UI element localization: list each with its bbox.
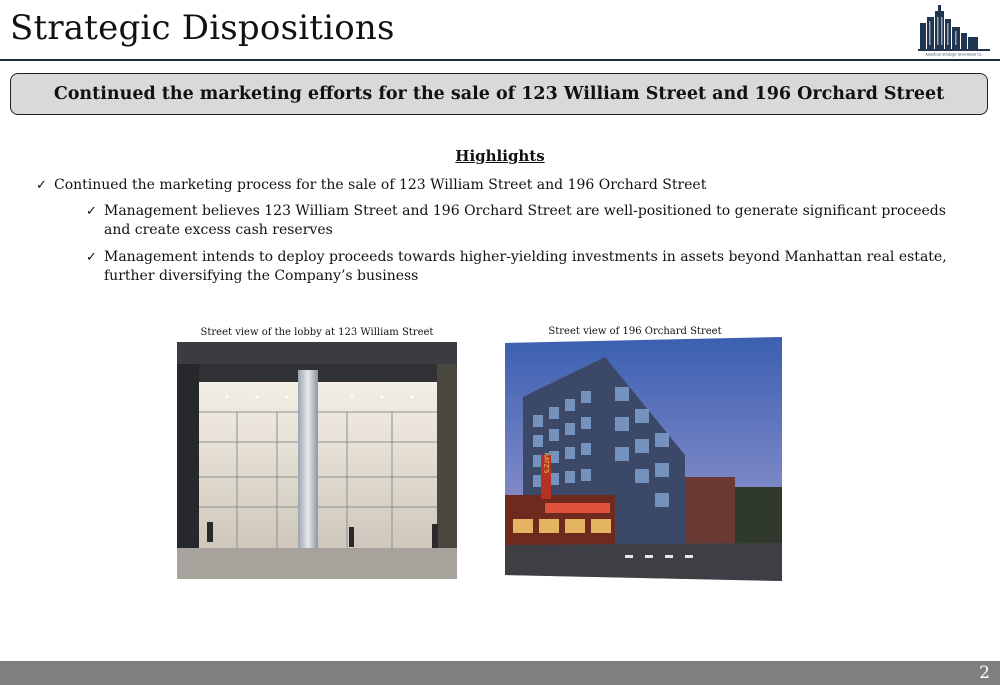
checkmark-icon: ✓ xyxy=(86,204,97,219)
footer-bar xyxy=(0,661,1000,685)
photo-caption-orchard: Street view of 196 Orchard Street xyxy=(548,326,722,337)
highlight-subitem-text: Management intends to deploy proceeds towards higher-yielding investments in assets beyond Manhattan real estate, further diversifying the Company’s business xyxy=(104,249,947,284)
highlight-subitem-text: Management believes 123 William Street and 196 Orchard Street are well-positioned to generate significant proceeds and create excess cash reserves xyxy=(104,203,946,238)
photo-orchard-street xyxy=(505,337,782,581)
summary-banner-text: Continued the marketing efforts for the sale of 123 William Street and 196 Orchard Street xyxy=(53,84,945,104)
title-divider xyxy=(0,59,1000,61)
photo-william-street-lobby xyxy=(177,342,457,579)
page-number: 2 xyxy=(979,663,990,683)
logo-caption: American Strategic Investment Co. xyxy=(925,52,983,57)
highlights-heading: Highlights xyxy=(455,147,545,165)
page-title: Strategic Dispositions xyxy=(10,8,395,48)
checkmark-icon: ✓ xyxy=(86,250,97,265)
company-logo xyxy=(916,3,992,57)
checkmark-icon: ✓ xyxy=(36,178,47,193)
summary-banner xyxy=(10,73,988,115)
highlight-item-text: Continued the marketing process for the sale of 123 William Street and 196 Orchard Street xyxy=(54,177,707,193)
katzs-sign: KATZ'S xyxy=(542,452,550,474)
photo-caption-william: Street view of the lobby at 123 William Street xyxy=(200,327,434,338)
